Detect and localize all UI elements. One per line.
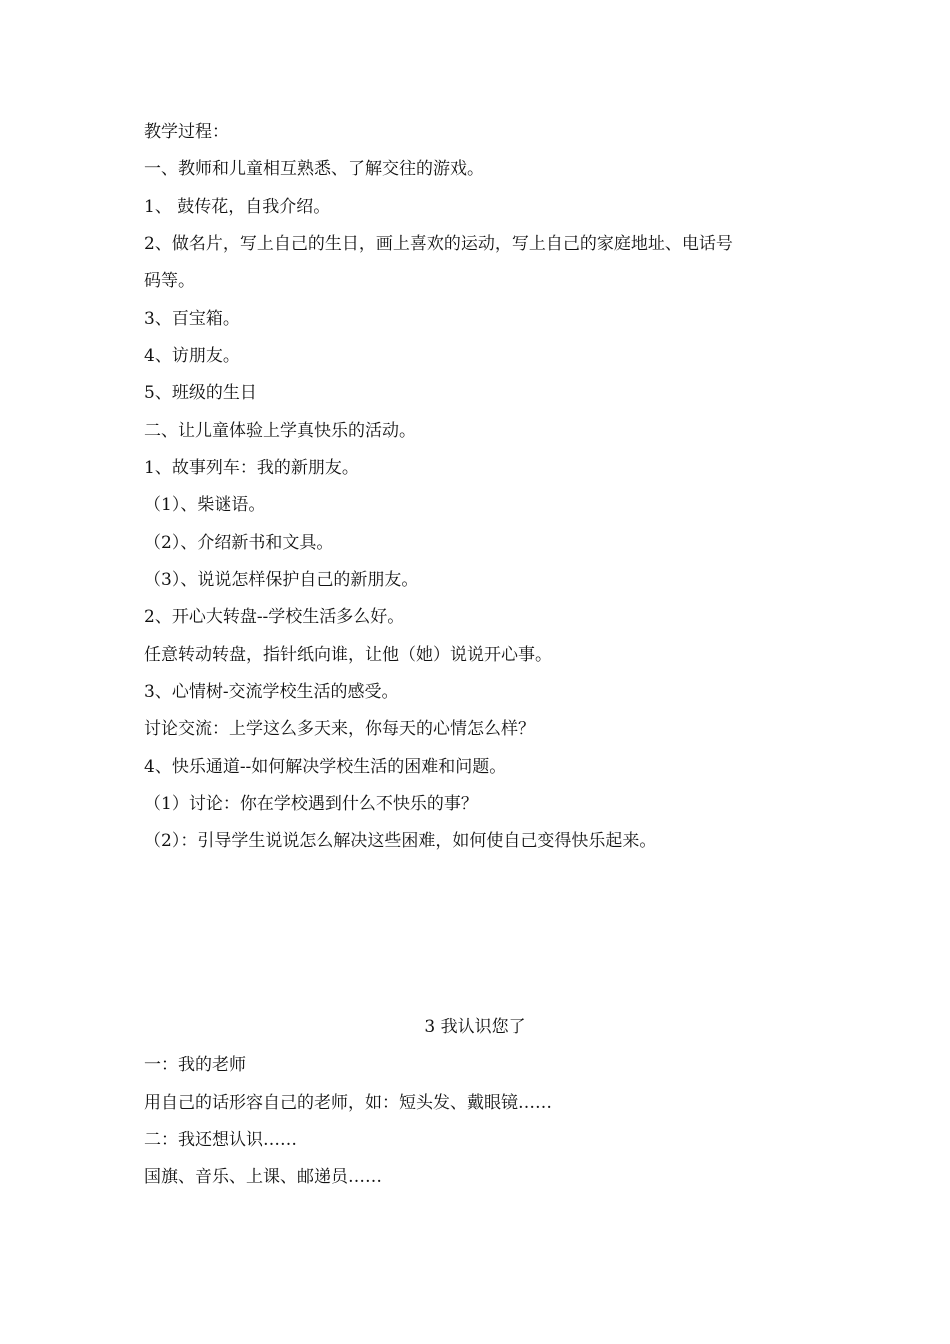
text-line: 2、开心大转盘--学校生活多么好。: [144, 607, 405, 627]
text-line: 一：我的老师: [144, 1055, 246, 1075]
text-line: 4、快乐通道--如何解决学校生活的困难和问题。: [144, 757, 507, 777]
text-line: 二：我还想认识……: [144, 1130, 297, 1150]
text-line: （2）：引导学生说说怎么解决这些困难，如何使自己变得快乐起来。: [144, 831, 657, 851]
text-line: 二、让儿童体验上学真快乐的活动。: [144, 421, 416, 441]
text-line: 一、教师和儿童相互熟悉、了解交往的游戏。: [144, 159, 484, 179]
lesson-title: 3 我认识您了: [424, 1017, 526, 1037]
text-line: 2、做名片，写上自己的生日，画上喜欢的运动，写上自己的家庭地址、电话号: [144, 234, 733, 254]
text-line: 1、故事列车：我的新朋友。: [144, 458, 359, 478]
text-line: 码等。: [144, 271, 195, 291]
text-line: 国旗、音乐、上课、邮递员……: [144, 1167, 382, 1187]
text-line: 任意转动转盘，指针纸向谁，让他（她）说说开心事。: [144, 645, 552, 665]
text-line: （1）讨论：你在学校遇到什么不快乐的事？: [144, 794, 478, 814]
text-line: 4、访朋友。: [144, 346, 240, 366]
text-line: 讨论交流：上学这么多天来，你每天的心情怎么样？: [144, 719, 535, 739]
text-line: （2）、介绍新书和文具。: [144, 533, 334, 553]
text-line: 用自己的话形容自己的老师，如：短头发、戴眼镜……: [144, 1093, 552, 1113]
text-line: 3、百宝箱。: [144, 309, 240, 329]
text-line: （3）、说说怎样保护自己的新朋友。: [144, 570, 419, 590]
section-heading: 教学过程：: [144, 122, 229, 142]
text-line: 1、 鼓传花，自我介绍。: [144, 197, 331, 217]
text-line: 5、班级的生日: [144, 383, 257, 403]
text-line: 3、心情树-交流学校生活的感受。: [144, 682, 399, 702]
text-line: （1）、柴谜语。: [144, 495, 266, 515]
